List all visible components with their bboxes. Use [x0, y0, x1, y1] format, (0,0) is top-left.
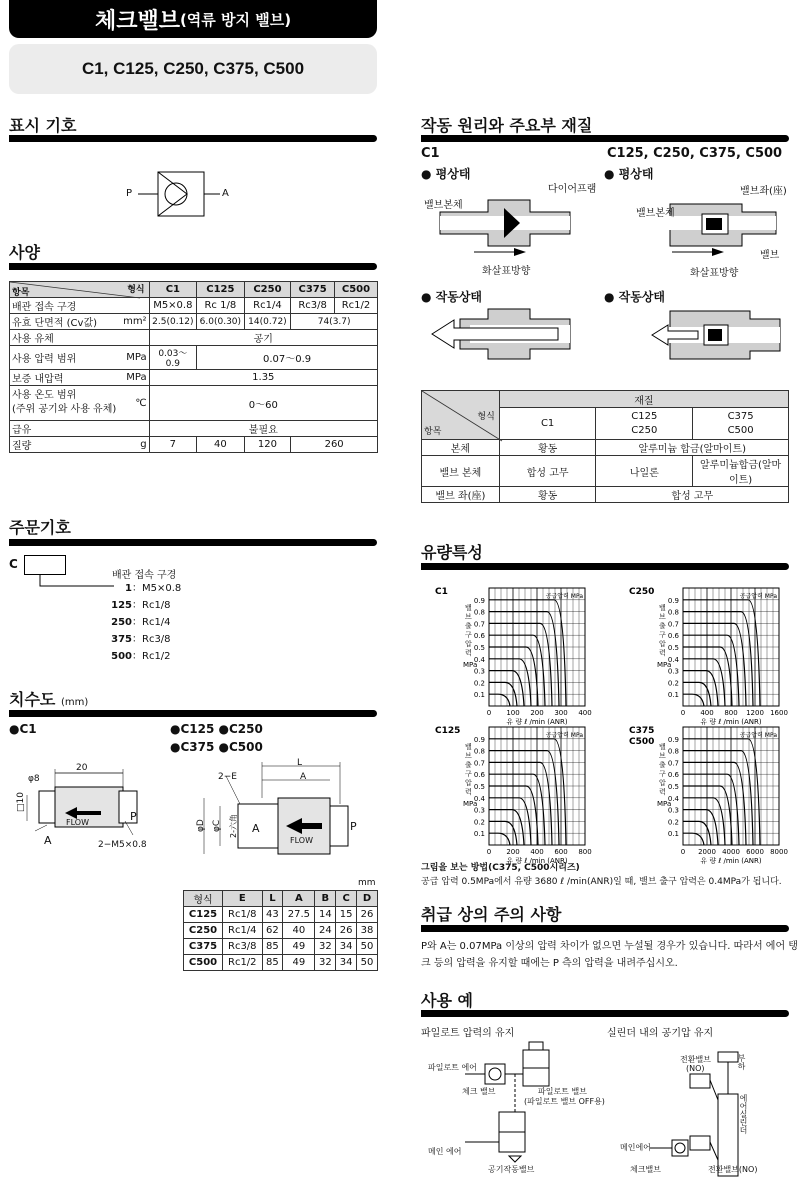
x-axis-label: 유 량 ℓ /min (ANR)	[700, 857, 762, 865]
y-tick-label: 0.2	[473, 679, 485, 688]
svg-text:MPa: MPa	[463, 800, 478, 809]
flow-section-title: 유량특성	[421, 543, 483, 562]
svg-text:출: 출	[659, 622, 666, 630]
svg-text:브: 브	[465, 752, 472, 760]
y-tick-label: 0.3	[473, 667, 485, 676]
principle-left-model: C1	[421, 146, 440, 161]
switch-valve-no-label: 전환밸브(NO)	[708, 1165, 758, 1174]
table-row: 배관 접속 구경 M5×0.8 Rc 1/8 Rc1/4 Rc3/8 Rc1/2	[10, 298, 378, 314]
flow-chart	[615, 719, 790, 865]
dims-group-label: ●C375 ●C500	[170, 740, 263, 754]
y-tick-label: 0.9	[473, 735, 485, 744]
section-bar	[421, 925, 789, 932]
order-caption: 배관 접속 구경	[112, 570, 177, 581]
supply-pressure-label: 공급압력 MPa	[739, 732, 777, 739]
table-row: 유효 단면적 (Cv값) mm² 2.5(0.12) 6.0(0.30) 14(0.72) 74(3.7)	[10, 314, 378, 330]
table-row: C250 Rc1/4 62 40 24 26 38	[184, 923, 378, 939]
principle-section-title: 작동 원리와 주요부 재질	[421, 116, 593, 135]
y-tick-label: 0.9	[667, 596, 679, 605]
section-bar	[421, 1010, 789, 1017]
dim-table-unit: mm	[358, 878, 376, 888]
flow-chart	[615, 580, 790, 726]
dim-e: 2−E	[218, 772, 237, 782]
y-tick-label: 0.2	[473, 818, 485, 827]
y-tick-label: 0.8	[667, 608, 679, 617]
spec-table	[9, 281, 378, 453]
svg-text:MPa: MPa	[657, 800, 672, 809]
page-header	[9, 0, 377, 38]
x-tick-label: 800	[578, 848, 592, 856]
y-tick-label: 0.7	[473, 759, 485, 768]
arrow-direction-label: 화살표방향	[690, 268, 739, 279]
svg-text:압: 압	[465, 640, 472, 648]
svg-text:MPa: MPa	[463, 661, 478, 670]
usage-section-title: 사용 예	[421, 991, 473, 1010]
switch-valve-label: 전환밸브	[680, 1055, 711, 1064]
pilot-circuit-diagram	[425, 1040, 605, 1180]
section-bar	[9, 710, 377, 717]
normal-state-label: ● 평상태	[604, 167, 654, 181]
chart-name: C1	[435, 587, 448, 597]
table-row: 질량 g 7 40 120 260	[10, 437, 378, 453]
x-tick-label: 0	[680, 709, 686, 717]
chart-name: C125	[435, 726, 461, 736]
air-op-valve-label: 공기작동밸브	[488, 1165, 535, 1174]
normal-state-label: ● 평상태	[421, 167, 471, 181]
svg-text:압: 압	[659, 779, 666, 787]
x-tick-label: 8000	[770, 848, 788, 856]
howto-title: 그림을 보는 방법(C375, C500시리즈)	[421, 863, 580, 873]
svg-text:브: 브	[465, 613, 472, 621]
c125-dimension-drawing	[190, 758, 365, 858]
dim-m5: 2−M5×0.8	[98, 840, 147, 850]
list-item: 500：Rc1/2	[111, 651, 171, 662]
list-item: 250：Rc1/4	[111, 617, 171, 628]
y-tick-label: 0.7	[473, 620, 485, 629]
operate-state-label: ● 작동상태	[421, 290, 483, 304]
c1-operate-diagram	[430, 305, 580, 365]
valve-seat-label: 밸브좌(座)	[740, 186, 787, 197]
section-bar	[9, 263, 377, 270]
pilot-air-label: 파일로트 에어	[428, 1063, 477, 1072]
x-tick-label: 400	[700, 709, 714, 717]
flow-label: FLOW	[290, 836, 313, 845]
x-tick-label: 6000	[746, 848, 764, 856]
x-tick-label: 0	[486, 848, 492, 856]
section-bar	[9, 539, 377, 546]
x-tick-label: 0	[680, 848, 686, 856]
table-row: 밸브 좌(座) 황동 합성 고무	[422, 487, 789, 503]
svg-text:밸: 밸	[659, 604, 666, 612]
table-row: C125 Rc1/8 43 27.5 14 15 26	[184, 907, 378, 923]
dims-c1-label: ●C1	[9, 722, 37, 736]
valve-body-label: 밸브본체	[636, 208, 675, 219]
y-tick-label: 0.1	[473, 691, 485, 700]
table-row: 형식 항목 재질	[422, 391, 789, 408]
no-label: (NO)	[686, 1064, 705, 1073]
page-subtitle: (역류 방지 밸브)	[179, 10, 292, 29]
y-tick-label: 0.4	[473, 655, 485, 664]
valve-body-label: 밸브본체	[424, 200, 463, 211]
table-row: 밸브 본체 합성 고무 나일론 알루미늄합금(알마이트)	[422, 456, 789, 487]
svg-text:구: 구	[465, 770, 472, 778]
dim-l: L	[297, 758, 303, 768]
howto-text: 공급 압력 0.5MPa에서 유량 3680 ℓ /min(ANR)일 때, 밸브 출구 압력은 0.4MPa가 됩니다.	[421, 877, 782, 887]
port-p-label: P	[350, 820, 357, 833]
x-tick-label: 200	[530, 709, 544, 717]
symbol-section-title: 표시 기호	[9, 116, 77, 135]
x-axis-label: 유 량 ℓ /min (ANR)	[506, 718, 568, 726]
pilot-valve-label: 파일로트 밸브	[538, 1087, 587, 1096]
svg-text:압: 압	[659, 640, 666, 648]
dim-phi8: φ8	[28, 774, 40, 784]
table-row: C375 Rc3/8 85 49 32 34 50	[184, 939, 378, 955]
list-item: 125：Rc1/8	[111, 600, 171, 611]
material-table	[421, 390, 789, 503]
table-row: 사용 압력 범위 MPa 0.03～0.9 0.07～0.9	[10, 346, 378, 370]
order-list	[110, 580, 220, 665]
x-tick-label: 2000	[698, 848, 716, 856]
diaphragm-label: 다이어프램	[548, 184, 597, 195]
main-air-label: 메인에어	[620, 1143, 651, 1152]
table-row: 사용 온도 범위 (주위 공기와 사용 유체) ℃ 0～60	[10, 386, 378, 421]
usage-right-caption: 실린더 내의 공기압 유지	[607, 1028, 714, 1039]
y-tick-label: 0.5	[667, 644, 679, 652]
table-row: 보증 내압력 MPa 1.35	[10, 370, 378, 386]
table-row: 본체 황동 알루미늄 합금(알마이트)	[422, 440, 789, 456]
y-tick-label: 0.6	[473, 632, 485, 641]
pilot-valve-note: (파일로트 밸브 OFF용)	[524, 1097, 605, 1106]
order-code-box	[24, 555, 66, 575]
x-tick-label: 100	[506, 709, 520, 717]
dim-a: A	[300, 772, 307, 782]
y-tick-label: 0.7	[667, 620, 679, 629]
x-tick-label: 800	[724, 709, 738, 717]
port-p-label: P	[130, 810, 137, 823]
chart-name: C500	[629, 737, 655, 747]
x-axis-label: 유 량 ℓ /min (ANR)	[506, 857, 568, 865]
chart-name: C250	[629, 587, 655, 597]
table-row: 사용 유체 공기	[10, 330, 378, 346]
x-tick-label: 0	[486, 709, 492, 717]
svg-text:구: 구	[659, 770, 666, 778]
svg-text:구: 구	[465, 631, 472, 639]
x-tick-label: 1200	[746, 709, 764, 717]
svg-text:력: 력	[659, 788, 666, 796]
port-a-label: A	[252, 822, 260, 835]
x-tick-label: 400	[578, 709, 592, 717]
svg-text:력: 력	[659, 649, 666, 657]
supply-pressure-label: 공급압력 MPa	[739, 593, 777, 600]
y-tick-label: 0.9	[473, 596, 485, 605]
y-tick-label: 0.4	[667, 655, 679, 664]
y-tick-label: 0.3	[667, 806, 679, 815]
svg-text:력: 력	[465, 649, 472, 657]
y-tick-label: 0.9	[667, 735, 679, 744]
y-tick-label: 0.1	[473, 830, 485, 839]
svg-text:밸: 밸	[465, 743, 472, 751]
x-tick-label: 4000	[722, 848, 740, 856]
x-tick-label: 300	[554, 709, 568, 717]
y-tick-label: 0.6	[473, 771, 485, 780]
y-tick-label: 0.5	[473, 644, 485, 652]
svg-text:브: 브	[659, 752, 666, 760]
dim-phid: φD	[196, 819, 206, 832]
y-tick-label: 0.1	[667, 691, 679, 700]
check-valve-label: 체크밸브	[630, 1165, 661, 1174]
y-tick-label: 0.8	[473, 747, 485, 756]
cylinder-label: 에어실린더	[739, 1094, 748, 1134]
check-valve-label: 체크 밸브	[462, 1087, 496, 1096]
svg-text:브: 브	[659, 613, 666, 621]
y-tick-label: 0.8	[473, 608, 485, 617]
svg-text:력: 력	[465, 788, 472, 796]
svg-text:출: 출	[465, 622, 472, 630]
x-tick-label: 400	[530, 848, 544, 856]
main-air-label: 메인 에어	[428, 1147, 462, 1156]
y-tick-label: 0.6	[667, 771, 679, 780]
caution-section-title: 취급 상의 주의 사항	[421, 905, 562, 924]
usage-left-caption: 파일로트 압력의 유지	[421, 1028, 515, 1039]
svg-text:구: 구	[659, 631, 666, 639]
y-tick-label: 0.4	[473, 794, 485, 803]
svg-text:MPa: MPa	[657, 661, 672, 670]
flow-chart	[421, 580, 596, 726]
supply-pressure-label: 공급압력 MPa	[545, 593, 583, 600]
section-bar	[421, 135, 789, 142]
y-tick-label: 0.6	[667, 632, 679, 641]
x-tick-label: 1600	[770, 709, 788, 717]
dim-20: 20	[76, 763, 88, 773]
port-a-label: A	[44, 834, 52, 847]
load-label: 부하	[737, 1054, 746, 1070]
dims-section-title: 치수도 (mm)	[9, 690, 89, 709]
dims-group-label: ●C125 ●C250	[170, 722, 263, 736]
page-title: 체크밸브	[94, 8, 180, 34]
order-prefix: C	[9, 557, 18, 571]
y-tick-label: 0.3	[667, 667, 679, 676]
chart-name: C375	[629, 726, 655, 736]
table-row: 항목 형식 C1 C125 C250 C375 C500	[10, 282, 378, 298]
list-item: 375：Rc3/8	[111, 634, 171, 645]
y-tick-label: 0.5	[473, 783, 485, 791]
y-tick-label: 0.8	[667, 747, 679, 756]
order-section-title: 주문기호	[9, 518, 71, 537]
order-leader-line	[40, 574, 120, 590]
dim-phic: φC	[212, 819, 222, 832]
symbol-p-label: P	[126, 188, 133, 199]
table-row: 급유 불필요	[10, 421, 378, 437]
flow-chart	[421, 719, 596, 865]
model-list: C1, C125, C250, C375, C500	[9, 44, 377, 94]
table-row: 형식 E L A B C D	[184, 891, 378, 907]
y-tick-label: 0.5	[667, 783, 679, 791]
y-tick-label: 0.3	[473, 806, 485, 815]
caution-text: P와 A는 0.07MPa 이상의 압력 차이가 없으면 누설될 경우가 있습니다. 따라서 에어 탱 크 등의 압력을 유지할 때에는 P 측의 압력을 내려주십시오.	[421, 941, 798, 969]
section-bar	[9, 135, 377, 142]
arrow-direction-label: 화살표방향	[482, 266, 531, 277]
svg-text:출: 출	[465, 761, 472, 769]
svg-text:출: 출	[659, 761, 666, 769]
x-axis-label: 유 량 ℓ /min (ANR)	[700, 718, 762, 726]
svg-text:밸: 밸	[465, 604, 472, 612]
supply-pressure-label: 공급압력 MPa	[545, 732, 583, 739]
x-tick-label: 600	[554, 848, 568, 856]
symbol-a-label: A	[222, 188, 229, 199]
y-tick-label: 0.2	[667, 679, 679, 688]
flow-label: FLOW	[66, 818, 89, 827]
table-row: C1 C125 C250 C375 C500	[422, 408, 789, 440]
svg-text:압: 압	[465, 779, 472, 787]
operate-state-label: ● 작동상태	[604, 290, 666, 304]
x-tick-label: 200	[506, 848, 520, 856]
table-row: C500 Rc1/2 85 49 32 34 50	[184, 955, 378, 971]
section-bar	[421, 563, 789, 570]
principle-right-model: C125, C250, C375, C500	[607, 146, 783, 161]
list-item: 1：M5×0.8	[125, 583, 182, 594]
dim-sq10: □10	[16, 792, 26, 812]
y-tick-label: 0.2	[667, 818, 679, 827]
y-tick-label: 0.4	[667, 794, 679, 803]
c125-operate-diagram	[650, 305, 790, 365]
svg-text:밸: 밸	[659, 743, 666, 751]
dimension-table	[183, 890, 378, 971]
y-tick-label: 0.7	[667, 759, 679, 768]
dim-across: 2-六角	[229, 814, 238, 838]
valve-label: 밸브	[760, 250, 780, 261]
spec-section-title: 사양	[9, 243, 40, 262]
y-tick-label: 0.1	[667, 830, 679, 839]
